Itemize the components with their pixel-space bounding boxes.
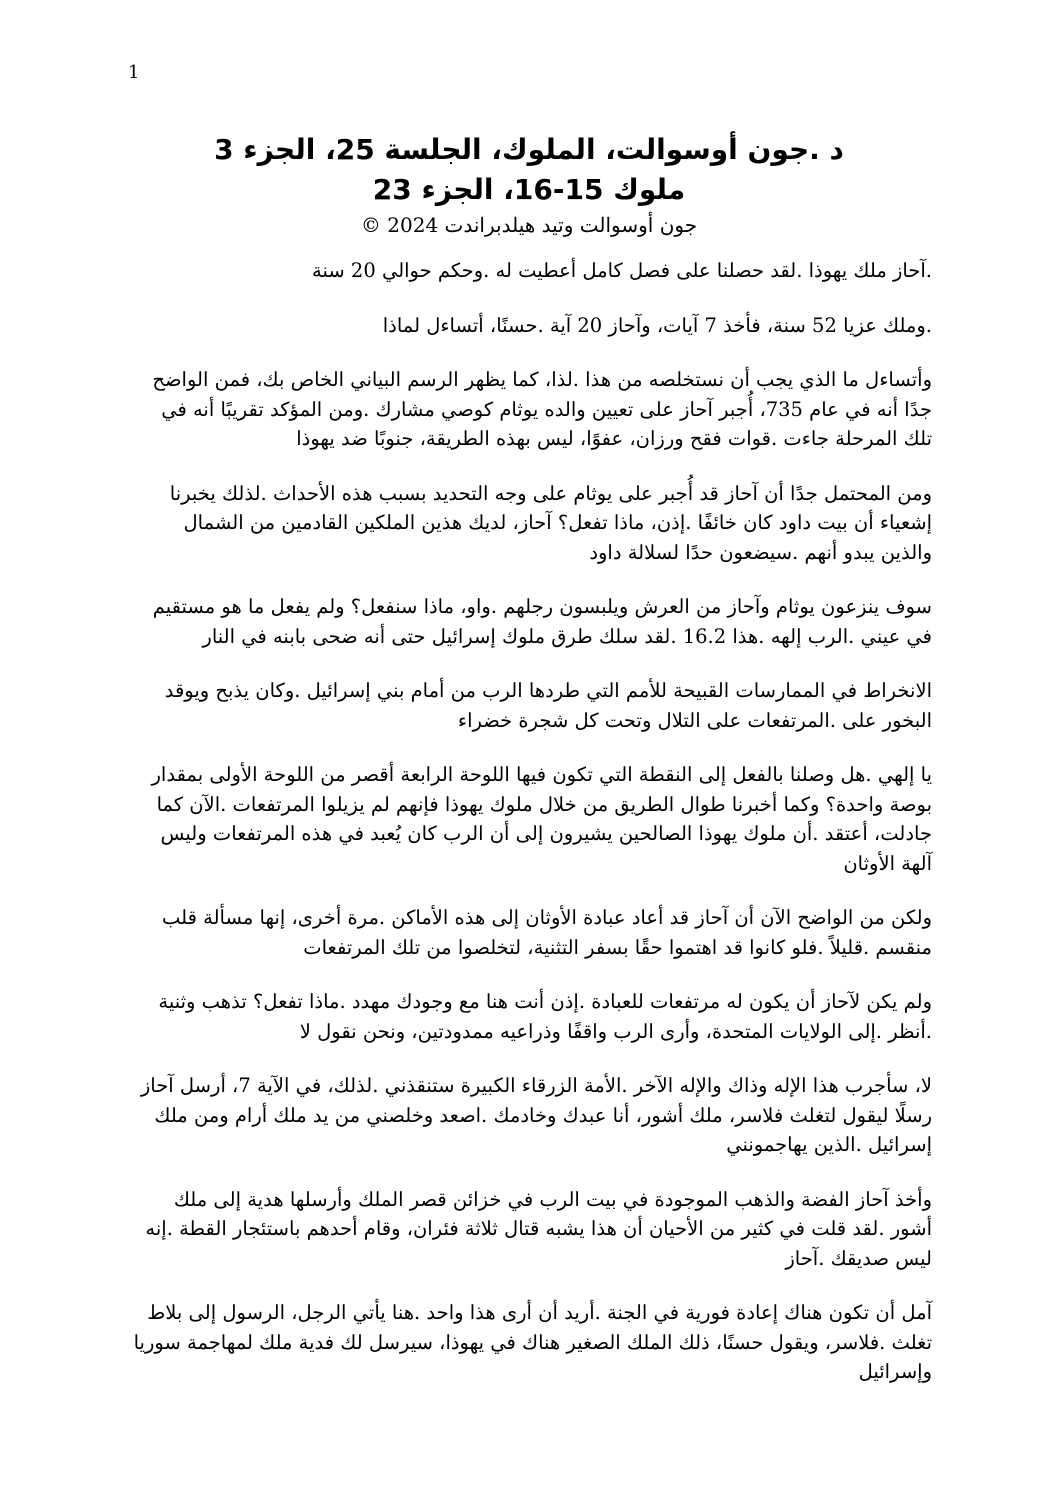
paragraph: .وملك عزيا 52 سنة، فأخذ 7 آيات، وآحاز 20 آية .حسنًا، أتساءل لماذا xyxy=(382,313,932,337)
document-body xyxy=(130,256,932,1412)
paragraph: ولم يكن لآحاز أن يكون له مرتفعات للعبادة .إذن أنت هنا مع وجودك مهدد .ماذا تفعل؟ تذهب وثنية .أنظر .إلى الولايات المتحدة، وأرى الرب واقفًا وذراعيه ممدودتين، ونحن نقول لا xyxy=(158,990,932,1043)
paragraph: سوف ينزعون يوثام وآحاز من العرش ويلبسون رجلهم .واو، ماذا سنفعل؟ ولم يفعل ما هو مستقيم في عيني .الرب إلهه .هذا 16.2 .لقد سلك طرق ملوك إسرائيل حتى أنه ضحى بابنه في النار xyxy=(152,595,932,648)
page-number: 1 xyxy=(128,62,140,83)
paragraph: آمل أن تكون هناك إعادة فورية في الجنة .أريد أن أرى هذا واحد .هنا يأتي الرجل، الرسول إلى بلاط تغلث .فلاسر، ويقول حسنًا، ذلك الملك الصغير هناك في يهوذا، سيرسل لك فدية ملك لمهاجمة سوريا وإسرائيل xyxy=(133,1301,932,1383)
paragraph: ومن المحتمل جدًا أن آحاز قد أُجبر على يوثام على وجه التحديد بسبب هذه الأحداث .لذلك يخبرنا إشعياء أن بيت داود كان خائفًا .إذن، ماذا تفعل؟ آحاز، لديك هذين الملكين القادمين من الشمال والذين يبدو أنهم .سيضعون حدًا لسلالة داود xyxy=(169,481,932,564)
paragraph: وأخذ آحاز الفضة والذهب الموجودة في بيت الرب في خزائن قصر الملك وأرسلها هدية إلى ملك أشور .لقد قلت في كثير من الأحيان أن هذا يشبه قتال ثلاثة فئران، وقام أحدهم باستئجار القطة .إنه ليس صديقك .آحاز xyxy=(145,1187,932,1270)
copyright-line: جون أوسوالت وتيد هيلدبراندت 2024 © xyxy=(360,213,698,237)
paragraph: يا إلهي .هل وصلنا بالفعل إلى النقطة التي تكون فيها اللوحة الرابعة أقصر من اللوحة الأولى بمقدار بوصة واحدة؟ وكما أخبرنا طوال الطريق من خلال ملوك يهوذا فإنهم لم يزيلوا المرتفعات .الآن كما جادلت، أعتقد .أن ملوك يهوذا الصالحين يشيرون إلى أن الرب كان يُعبد في هذه المرتفعات وليس آلهة الأوثان xyxy=(151,763,932,875)
paragraph: وأتساءل ما الذي يجب أن نستخلصه من هذا .لذا، كما يظهر الرسم البياني الخاص بك، فمن الواضح جدًا أنه في عام 735، أُجبر آحاز على تعيين والده يوثام كوصي مشارك .ومن المؤكد تقريبًا أنه في تلك المرحلة جاءت .قوات فقح ورزان، عفوًا، ليس بهذه الطريقة، جنوبًا ضد يهوذا xyxy=(152,368,932,450)
paragraph: ولكن من الواضح الآن أن آحاز قد أعاد عبادة الأوثان إلى هذه الأماكن .مرة أخرى، إنها مسألة قلب منقسم .قليلاً .فلو كانوا قد اهتموا حقًا بسفر التثنية، لتخلصوا من تلك المرتفعات xyxy=(162,906,932,959)
paragraph: .آحاز ملك يهوذا .لقد حصلنا على فصل كامل أعطيت له .وحكم حوالي 20 سنة xyxy=(312,259,932,282)
paragraph: الانخراط في الممارسات القبيحة للأمم التي طردها الرب من أمام بني إسرائيل .وكان يذبح ويوقد البخور على .المرتفعات على التلال وتحت كل شجرة خضراء xyxy=(164,679,932,732)
paragraph: لا، سأجرب هذا الإله وذاك والإله الآخر .الأمة الزرقاء الكبيرة ستنقذني .لذلك، في الآية 7، أرسل آحاز رسلًا ليقول لتغلث فلاسر، ملك أشور، أنا عبدك وخادمك .اصعد وخلصني من يد ملك أرام ومن ملك إسرائيل .الذين يهاجمونني xyxy=(140,1074,932,1156)
document-subtitle: ملوك 15-16، الجزء 23 xyxy=(372,173,686,206)
document-title: د .جون أوسوالت، الملوك، الجلسة 25، الجزء 3 xyxy=(214,133,844,166)
document-header xyxy=(100,130,958,238)
